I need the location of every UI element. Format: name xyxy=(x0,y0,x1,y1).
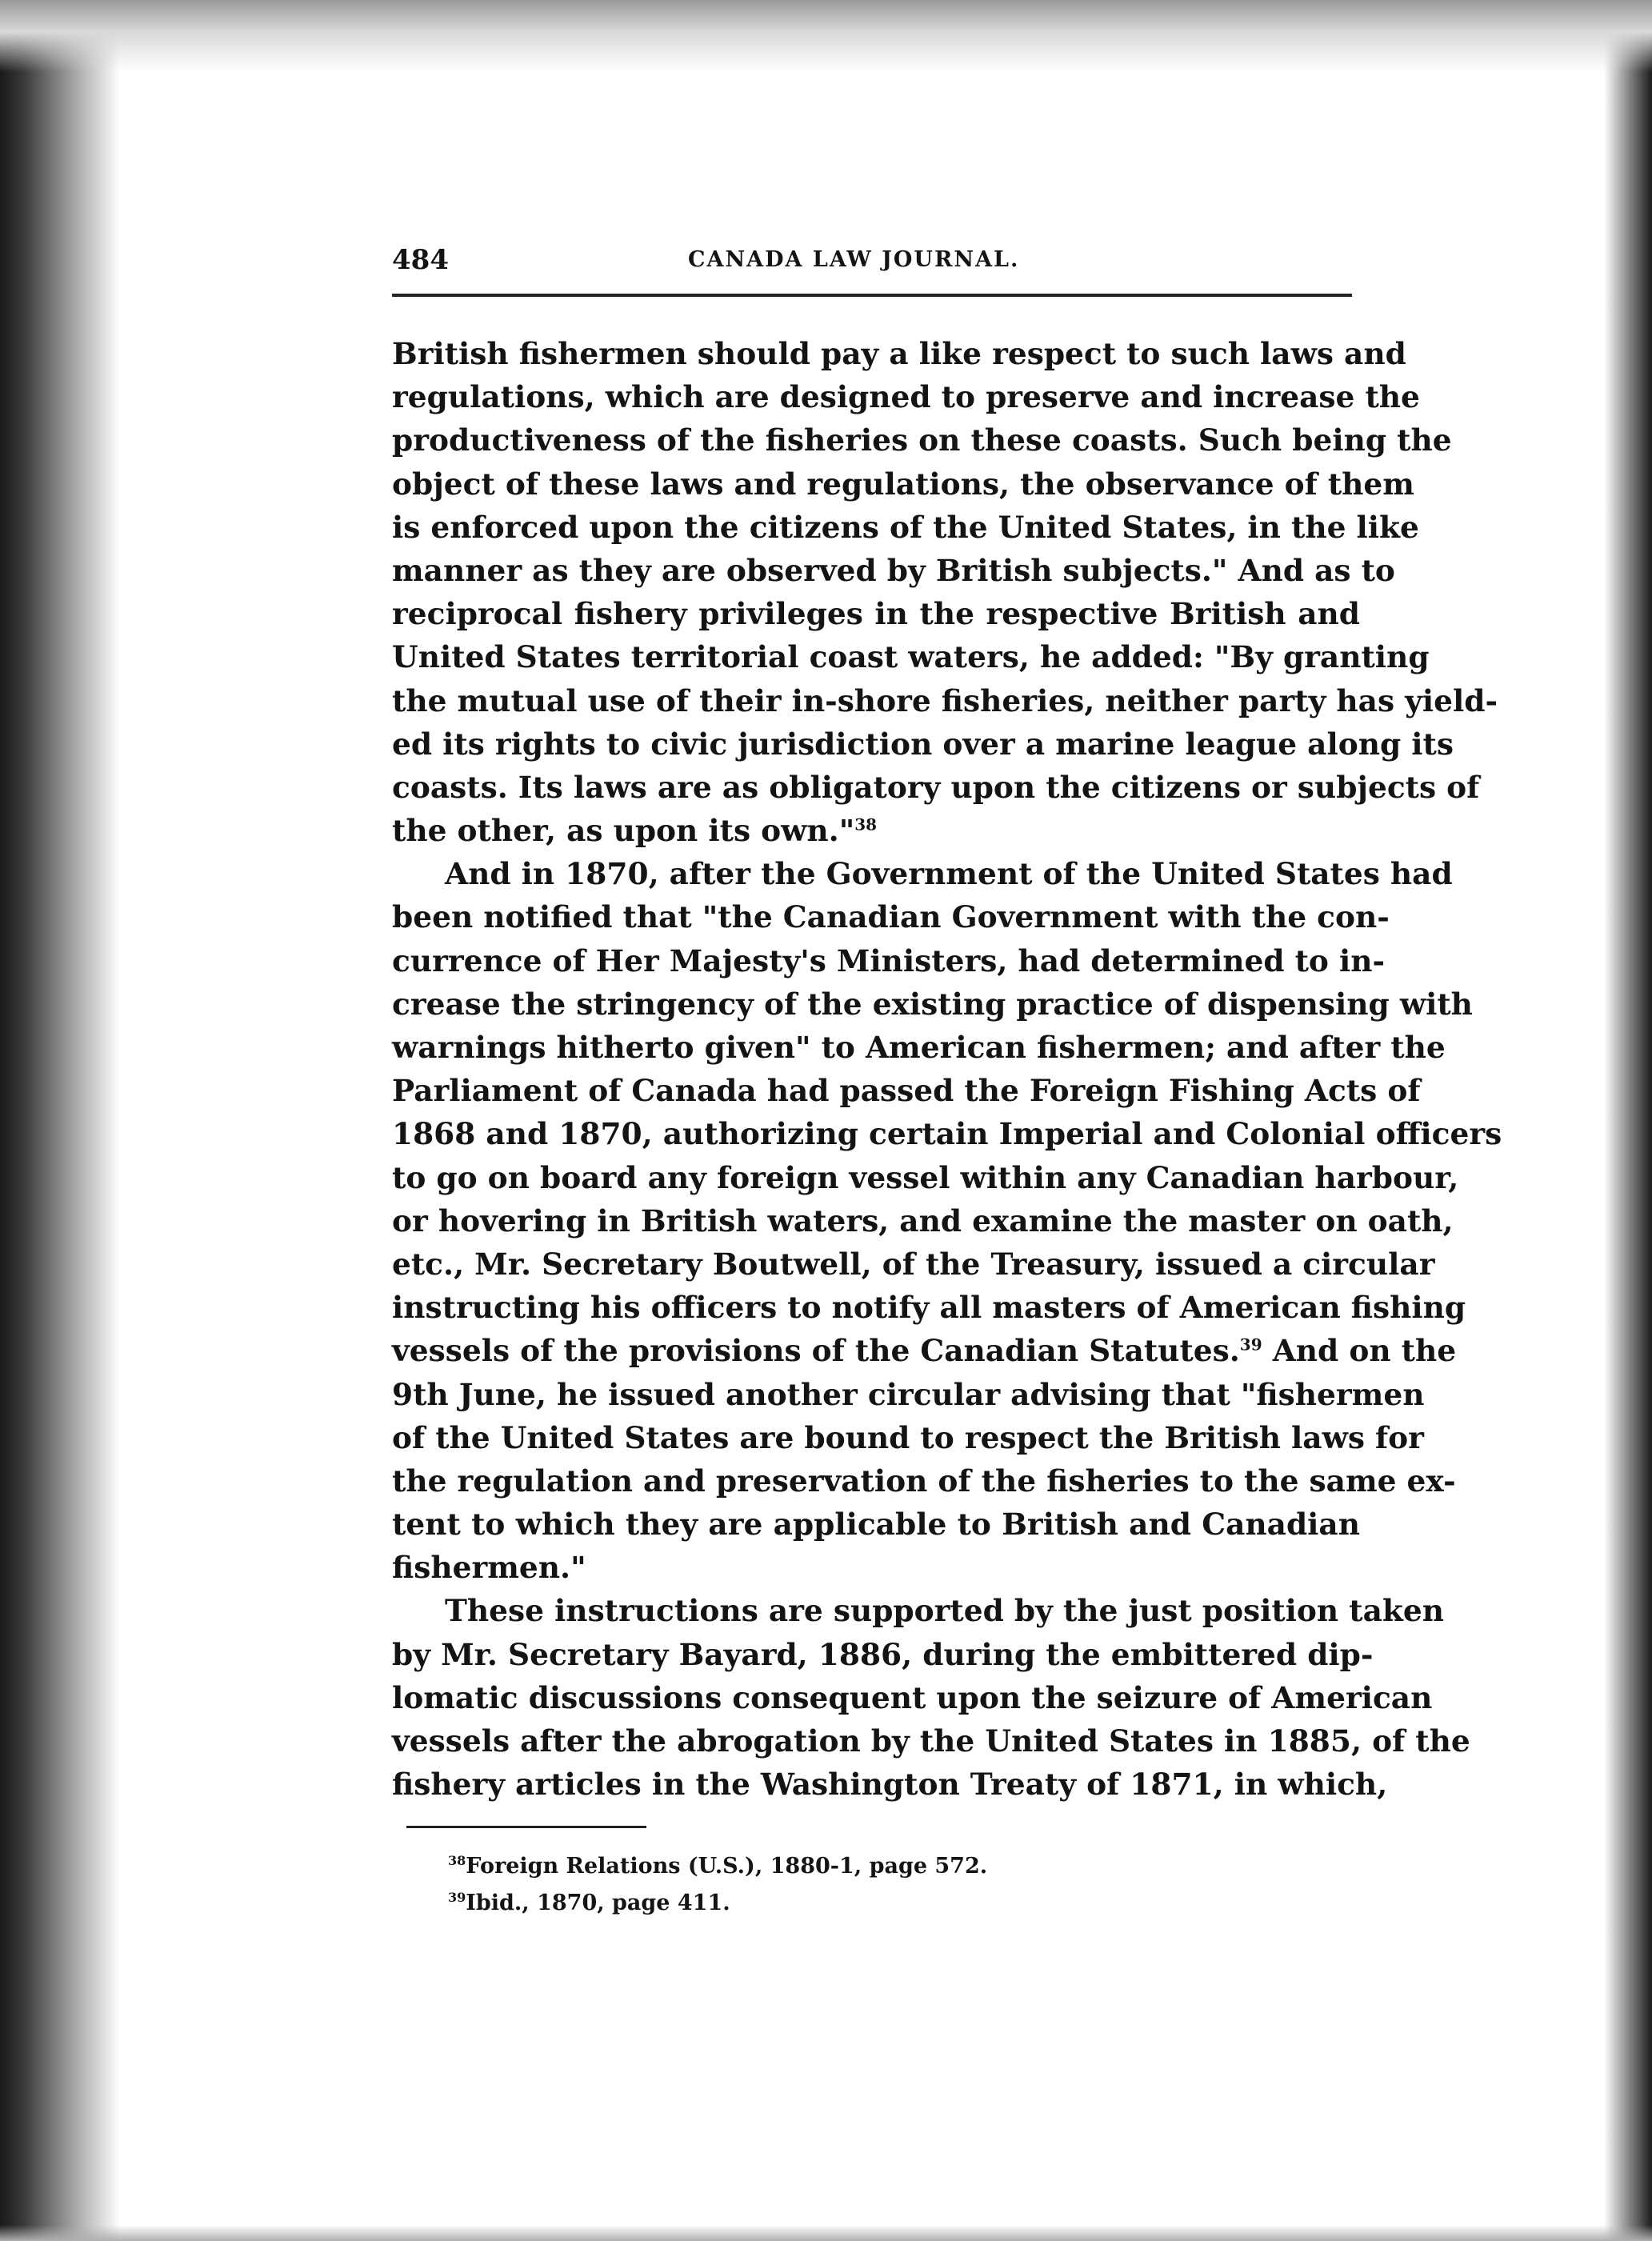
text-line-content: coasts. Its laws are as obligatory upon the citizens or subjects of xyxy=(392,769,1480,805)
text-line xyxy=(392,1763,1388,1806)
text-line xyxy=(392,982,1473,1026)
footnote xyxy=(448,1848,987,1885)
text-line-content: the regulation and preservation of the fisheries to the same ex- xyxy=(392,1463,1456,1499)
text-line-content: warnings hitherto given" to American fishermen; and after the xyxy=(392,1030,1446,1065)
text-line-content: United States territorial coast waters, he added: "By granting xyxy=(392,639,1430,675)
scan-right-edge-shadow xyxy=(1604,0,1652,2241)
text-line-content: object of these laws and regulations, the observance of them xyxy=(392,466,1414,502)
text-line-content: These instructions are supported by the just position taken xyxy=(445,1593,1444,1629)
text-line xyxy=(392,766,1480,809)
text-line-continuation: And on the xyxy=(1262,1333,1457,1369)
footnotes xyxy=(448,1848,987,1922)
text-line-content: etc., Mr. Secretary Boutwell, of the Treasury, issued a circular xyxy=(392,1246,1435,1282)
text-line xyxy=(392,1503,1360,1546)
text-line-content: of the United States are bound to respect the British laws for xyxy=(392,1419,1424,1455)
text-line xyxy=(392,852,1453,895)
text-line xyxy=(392,506,1419,549)
text-line xyxy=(392,1069,1421,1112)
text-line xyxy=(392,375,1420,418)
text-line xyxy=(392,1156,1459,1199)
text-line xyxy=(392,1633,1374,1676)
text-line xyxy=(392,1286,1466,1329)
scan-left-edge-shadow xyxy=(0,0,120,2241)
text-line xyxy=(392,1026,1446,1069)
text-line xyxy=(392,895,1390,938)
text-line xyxy=(392,809,1360,852)
footnote xyxy=(448,1885,987,1922)
text-line-content: the other, as upon its own." xyxy=(392,813,855,849)
text-line-content: to go on board any foreign vessel within any Canadian harbour, xyxy=(392,1159,1459,1195)
page-number: 484 xyxy=(392,244,449,276)
text-line-content: the mutual use of their in-shore fisheries, neither party has yield- xyxy=(392,682,1498,718)
text-line xyxy=(392,1719,1470,1763)
text-line-content: tent to which they are applicable to British and Canadian xyxy=(392,1507,1360,1543)
scan-top-edge-shadow xyxy=(0,0,1652,72)
text-line-content: British fishermen should pay a like respect to such laws and xyxy=(392,336,1406,371)
footnote-reference: 39 xyxy=(1239,1335,1262,1355)
text-line-content: And in 1870, after the Government of the United States had xyxy=(445,856,1453,892)
text-line-content: fishermen." xyxy=(392,1550,586,1586)
running-head xyxy=(392,244,1352,292)
footnote-marker: 39 xyxy=(448,1890,466,1905)
text-line-content: is enforced upon the citizens of the United States, in the like xyxy=(392,509,1419,545)
text-line xyxy=(392,549,1395,592)
text-line-content: instructing his officers to notify all masters of American fishing xyxy=(392,1290,1466,1326)
text-line-content: fishery articles in the Washington Treaty of 1871, in which, xyxy=(392,1767,1388,1803)
text-line xyxy=(392,1199,1454,1243)
text-line xyxy=(392,1459,1456,1503)
text-line-content: 9th June, he issued another circular advising that "fishermen xyxy=(392,1376,1425,1412)
body-text xyxy=(392,332,1502,1806)
footnote-marker: 38 xyxy=(448,1853,466,1868)
text-line xyxy=(392,1329,1457,1372)
text-line xyxy=(392,1416,1424,1459)
text-line xyxy=(392,1243,1435,1286)
text-line-content: reciprocal fishery privileges in the respective British and xyxy=(392,596,1360,632)
text-line-content: vessels of the provisions of the Canadian Statutes. xyxy=(392,1333,1240,1369)
text-line xyxy=(392,722,1454,766)
journal-title: CANADA LAW JOURNAL. xyxy=(688,247,1020,272)
paragraph xyxy=(392,332,1498,852)
text-line-content: productiveness of the fisheries on these coasts. Such being the xyxy=(392,422,1452,458)
text-line-content: Parliament of Canada had passed the Foreign Fishing Acts of xyxy=(392,1073,1421,1109)
text-line xyxy=(392,332,1406,375)
text-line xyxy=(392,1373,1425,1416)
paragraph xyxy=(392,852,1502,1589)
text-line-content: regulations, which are designed to preserve and increase the xyxy=(392,379,1420,415)
text-line xyxy=(392,939,1386,982)
text-line xyxy=(392,592,1360,635)
text-line xyxy=(392,1546,1360,1589)
text-line-content: vessels after the abrogation by the United States in 1885, of the xyxy=(392,1723,1470,1759)
text-line xyxy=(392,635,1430,678)
footnote-reference: 38 xyxy=(854,814,878,834)
text-line xyxy=(392,1676,1433,1719)
text-line xyxy=(392,1589,1444,1632)
text-line xyxy=(392,1112,1502,1155)
header-rule xyxy=(392,294,1352,297)
text-line-content: ed its rights to civic jurisdiction over a marine league along its xyxy=(392,726,1454,762)
scan-bottom-edge-shadow xyxy=(0,2225,1652,2241)
paragraph xyxy=(392,1589,1470,1806)
text-line-content: manner as they are observed by British subjects." And as to xyxy=(392,552,1395,588)
text-line-content: been notified that "the Canadian Government with the con- xyxy=(392,899,1390,935)
text-line-content: lomatic discussions consequent upon the seizure of American xyxy=(392,1679,1433,1715)
footnote-rule xyxy=(406,1826,646,1828)
text-line-content: or hovering in British waters, and examine the master on oath, xyxy=(392,1203,1454,1239)
text-line-content: by Mr. Secretary Bayard, 1886, during the embittered dip- xyxy=(392,1636,1374,1672)
footnote-text: Foreign Relations (U.S.), 1880-1, page 572. xyxy=(466,1854,988,1879)
text-line xyxy=(392,679,1498,722)
text-line xyxy=(392,462,1414,506)
text-line xyxy=(392,418,1452,462)
text-line-content: currence of Her Majesty's Ministers, had determined to in- xyxy=(392,942,1386,978)
text-line-content: crease the stringency of the existing practice of dispensing with xyxy=(392,986,1473,1022)
text-line-content: 1868 and 1870, authorizing certain Imperial and Colonial officers xyxy=(392,1116,1502,1152)
footnote-text: Ibid., 1870, page 411. xyxy=(466,1891,730,1915)
